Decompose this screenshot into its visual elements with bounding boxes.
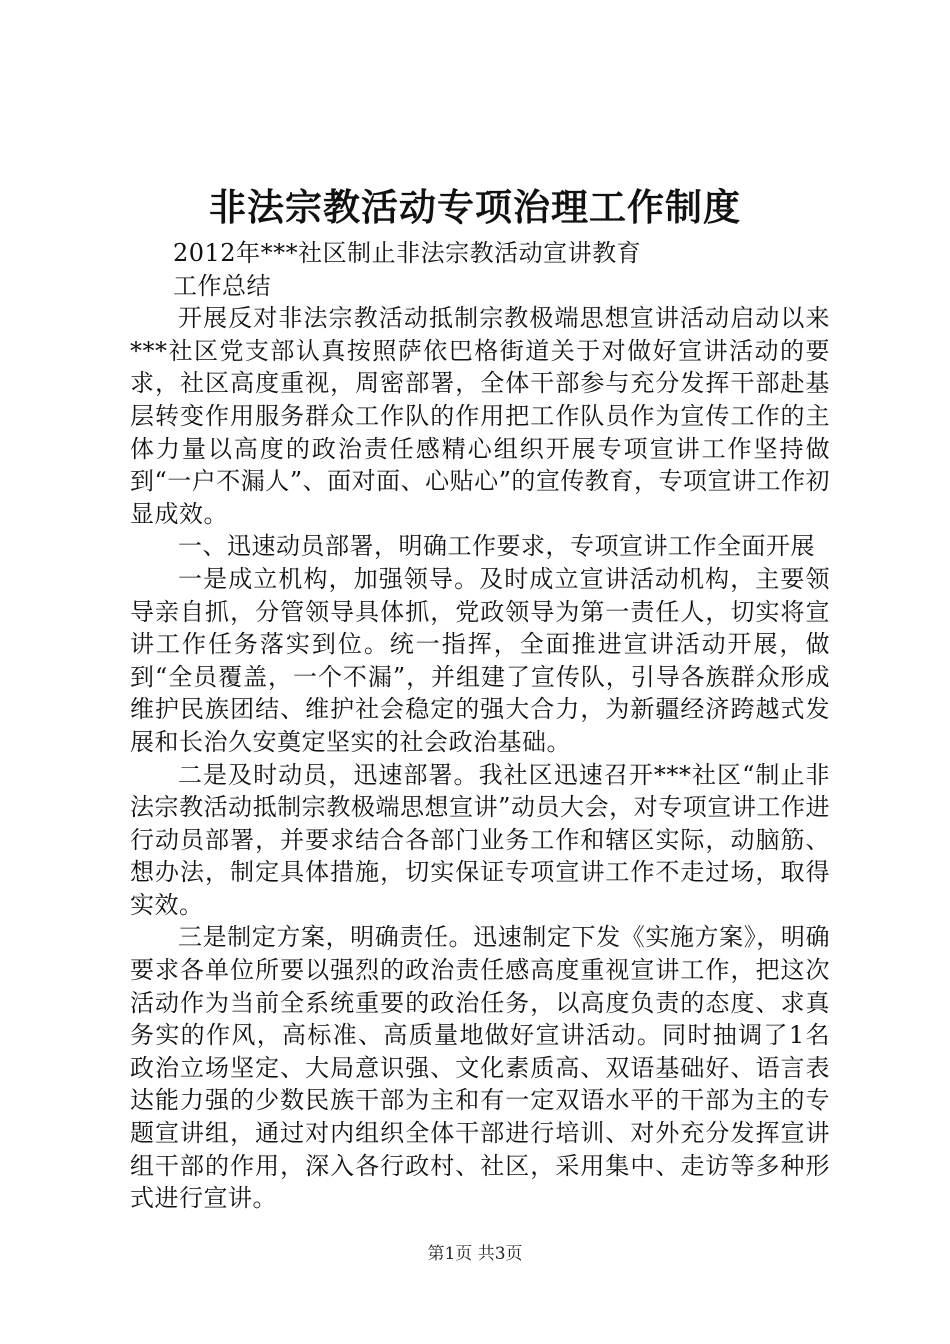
paragraph-point-1: 一是成立机构，加强领导。及时成立宣讲活动机构，主要领导亲自抓，分管领导具体抓，党政领导为第一责任人，切实将宣讲工作任务落实到位。统一指挥，全面推进宣讲活动开展，做到“全员覆盖，一个不漏”，并组建了宣传队，引导各族群众形成维护民族团结、维护社会稳定的强大合力，为新疆经济跨越式发展和长治久安奠定坚实的社会政治基础。 bbox=[130, 564, 830, 756]
subtitle-line-1: 2012年***社区制止非法宗教活动宣讲教育 bbox=[173, 239, 642, 267]
section-heading-1: 一、迅速动员部署，明确工作要求，专项宣讲工作全面开展 bbox=[178, 532, 815, 561]
paragraph-point-2: 二是及时动员，迅速部署。我社区迅速召开***社区“制止非法宗教活动抵制宗教极端思想宣讲”动员大会，对专项宣讲工作进行动员部署，并要求结合各部门业务工作和辖区实际，动脑筋、想办法，制定具体措施，切实保证专项宣讲工作不走过场，取得实效。 bbox=[130, 760, 830, 919]
subtitle-line-2: 工作总结 bbox=[173, 271, 271, 300]
page-number-footer: 第1页 共3页 bbox=[427, 1244, 523, 1264]
paragraph-intro: 开展反对非法宗教活动抵制宗教极端思想宣讲活动启动以来***社区党支部认真按照萨依巴格街道关于对做好宣讲活动的要求，社区高度重视，周密部署，全体干部参与充分发挥干部赴基层转变作用服务群众工作队的作用把工作队员作为宣传工作的主体力量以高度的政治责任感精心组织开展专项宣讲工作坚持做到“一户不漏人”、面对面、心贴心”的宣传教育，专项宣讲工作初显成效。 bbox=[130, 304, 830, 528]
document-body bbox=[130, 237, 830, 1215]
document-title: 非法宗教活动专项治理工作制度 bbox=[209, 186, 741, 229]
paragraph-point-3: 三是制定方案，明确责任。迅速制定下发《实施方案》，明确要求各单位所要以强烈的政治责任感高度重视宣讲工作，把这次活动作为当前全系统重要的政治任务，以高度负责的态度、求真务实的作风，高标准、高质量地做好宣讲活动。同时抽调了1名政治立场坚定、大局意识强、文化素质高、双语基础好、语言表达能力强的少数民族干部为主和有一定双语水平的干部为主的专题宣讲组，通过对内组织全体干部进行培训、对外充分发挥宣讲组干部的作用，深入各行政村、社区，采用集中、走访等多种形式进行宣讲。 bbox=[130, 923, 830, 1213]
